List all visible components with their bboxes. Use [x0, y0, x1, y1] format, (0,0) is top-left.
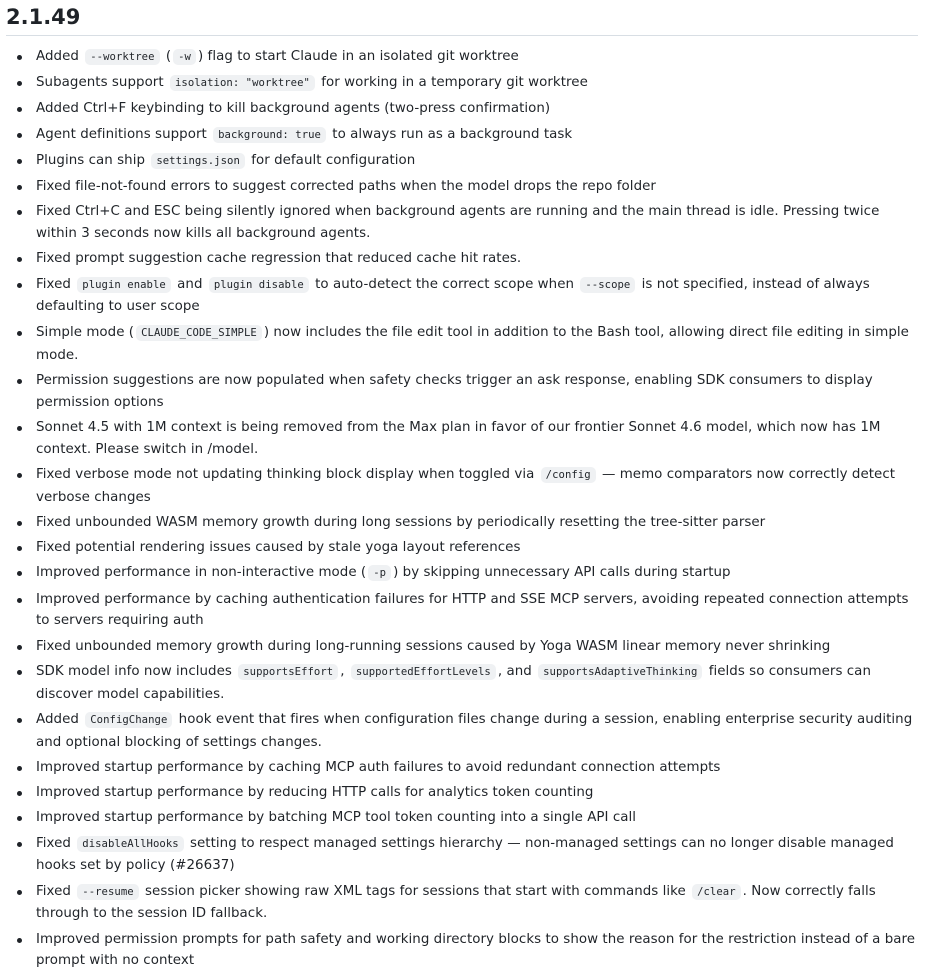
changelog-item: [6, 201, 918, 245]
inline-code: --resume: [77, 884, 138, 900]
item-text: Fixed: [36, 835, 76, 851]
item-text: Fixed: [36, 276, 76, 292]
changelog-item: [6, 661, 918, 706]
inline-code: disableAllHooks: [77, 836, 183, 852]
changelog-item: [6, 124, 918, 147]
changelog-item: [6, 370, 918, 414]
item-text: Fixed file-not-found errors to suggest corrected paths when the model drops the repo folder: [36, 179, 656, 195]
item-text: setting to respect managed settings hierarchy — non-managed settings can no longer disable managed hooks set by policy (#26637): [36, 835, 894, 874]
item-text: Fixed potential rendering issues caused by stale yoga layout references: [36, 540, 521, 556]
item-text: Added: [36, 49, 84, 64]
inline-code: /config: [541, 467, 596, 483]
inline-code: --worktree: [85, 49, 159, 65]
inline-code: supportsEffort: [238, 664, 338, 680]
item-text: Agent definitions support: [36, 126, 212, 142]
changelog-item: [6, 709, 918, 754]
changelog-item: [6, 322, 918, 367]
inline-code: /clear: [692, 884, 741, 900]
changelog-item: [6, 807, 918, 829]
changelog-item: [6, 636, 918, 658]
changelog-item: [6, 98, 918, 120]
item-text: is not specified, instead of always defaulting to user scope: [36, 276, 870, 315]
item-text: Fixed unbounded WASM memory growth during long sessions by periodically resetting the tree-sitter parser: [36, 514, 766, 530]
changelog-item: [6, 464, 918, 509]
item-text: for default configuration: [246, 152, 416, 168]
changelog-item: [6, 537, 918, 559]
changelog-item: [6, 274, 918, 319]
item-text: hook event that fires when configuration files change during a session, enabling enterprise security auditing and optional blocking of settings changes.: [36, 711, 913, 750]
inline-code: isolation: "worktree": [170, 75, 315, 91]
item-text: fields so consumers can discover model capabilities.: [36, 663, 871, 702]
inline-code: settings.json: [151, 153, 245, 169]
inline-code: --scope: [580, 277, 635, 293]
changelog-item: [6, 881, 918, 926]
changelog-item: [6, 176, 918, 198]
item-text: ) now includes the file edit tool in addition to the Bash tool, allowing direct file editing in simple mode.: [36, 324, 909, 363]
item-text: and: [172, 276, 207, 292]
item-text: to auto-detect the correct scope when: [310, 276, 579, 292]
item-text: Fixed Ctrl+C and ESC being silently ignored when background agents are running and the main thread is idle. Pressing twice within 3 seconds now kills all background agents.: [36, 204, 880, 242]
item-text: ) by skipping unnecessary API calls during startup: [393, 565, 731, 581]
changelog-item: [6, 562, 918, 585]
item-text: Sonnet 4.5 with 1M context is being removed from the Max plan in favor of our frontier Sonnet 4.6 model, which now has 1M context. Please switch in /model.: [36, 419, 881, 457]
item-text: Fixed verbose mode not updating thinking block display when toggled via: [36, 466, 539, 482]
changelog-item: [6, 929, 918, 972]
item-text: ) flag to start Claude in an isolated git worktree: [197, 49, 519, 64]
item-text: . Now correctly falls through to the session ID fallback.: [36, 883, 876, 922]
item-text: Subagents support: [36, 75, 168, 91]
changelog-item: [6, 417, 918, 461]
inline-code: plugin enable: [77, 277, 171, 293]
item-text: Improved performance in non-interactive mode (: [36, 565, 367, 581]
item-text: — memo comparators now correctly detect verbose changes: [36, 466, 896, 505]
item-text: Permission suggestions are now populated when safety checks trigger an ask response, enabling SDK consumers to display permission options: [36, 372, 873, 410]
changelog-item: [6, 150, 918, 173]
item-text: Added: [36, 711, 84, 727]
item-text: Improved permission prompts for path safety and working directory blocks to show the reason for the restriction instead of a bare prompt with no context: [36, 931, 916, 969]
item-text: Improved startup performance by reducing HTTP calls for analytics token counting: [36, 785, 594, 801]
inline-code: ConfigChange: [85, 712, 172, 728]
inline-code: background: true: [213, 127, 326, 143]
changelog-item: [6, 757, 918, 779]
item-text: for working in a temporary git worktree: [316, 75, 588, 91]
inline-code: CLAUDE_CODE_SIMPLE: [136, 325, 262, 341]
changelog-item: [6, 72, 918, 95]
item-text: Added Ctrl+F keybinding to kill background agents (two-press confirmation): [36, 101, 551, 117]
item-text: Simple mode (: [36, 324, 135, 340]
changelog-item: [6, 248, 918, 270]
item-text: session picker showing raw XML tags for sessions that start with commands like: [140, 883, 691, 899]
item-text: Improved startup performance by caching MCP auth failures to avoid redundant connection attempts: [36, 759, 721, 775]
item-text: to always run as a background task: [327, 126, 573, 142]
item-text: , and: [497, 663, 537, 679]
inline-code: -w: [173, 49, 196, 65]
item-text: Improved performance by caching authentication failures for HTTP and SSE MCP servers, avoiding repeated connection attempts to servers requiring auth: [36, 591, 909, 629]
item-text: SDK model info now includes: [36, 663, 237, 679]
item-text: Fixed prompt suggestion cache regression that reduced cache hit rates.: [36, 251, 522, 267]
item-text: ,: [340, 663, 349, 679]
item-text: Fixed: [36, 883, 76, 899]
item-text: Plugins can ship: [36, 152, 150, 168]
changelog-item: [6, 512, 918, 534]
changelog-item: [6, 46, 918, 69]
inline-code: supportedEffortLevels: [351, 664, 496, 680]
changelog-item: [6, 589, 918, 633]
changelog-list: [6, 46, 918, 972]
item-text: Fixed unbounded memory growth during long-running sessions caused by Yoga WASM linear memory never shrinking: [36, 638, 831, 654]
changelog-item: [6, 833, 918, 878]
item-text: (: [161, 49, 172, 64]
inline-code: supportsAdaptiveThinking: [538, 664, 702, 680]
version-heading: 2.1.49: [6, 0, 918, 36]
inline-code: plugin disable: [209, 277, 309, 293]
changelog-item: [6, 782, 918, 804]
inline-code: -p: [368, 565, 391, 581]
item-text: Improved startup performance by batching MCP tool token counting into a single API call: [36, 810, 637, 826]
